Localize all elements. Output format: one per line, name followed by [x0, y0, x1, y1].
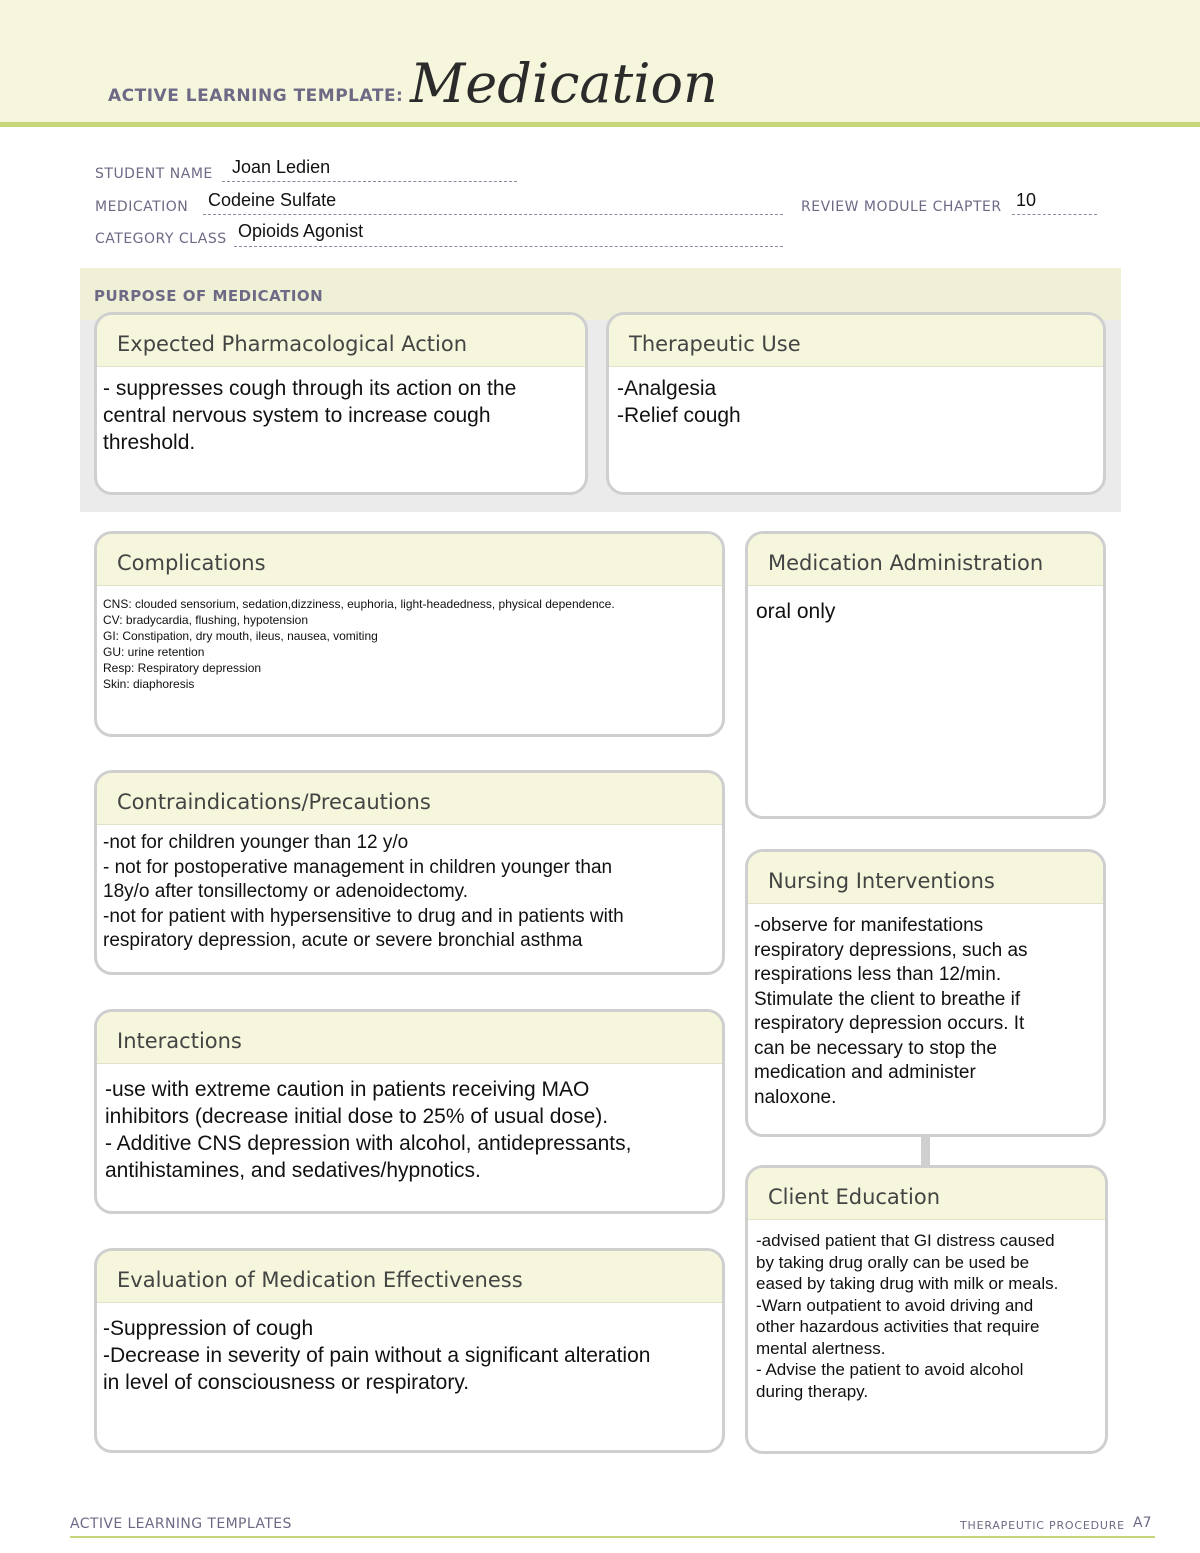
interactions-box [94, 1009, 725, 1214]
contraindications-box [94, 770, 725, 975]
footer-rule [70, 1536, 1155, 1538]
medication-label: MEDICATION [95, 199, 189, 215]
interactions-title: Interactions [97, 1012, 722, 1064]
medication-administration-text[interactable]: oral only [756, 600, 836, 623]
nursing-interventions-text[interactable]: -observe for manifestations respiratory depressions, such as respirations less than 12/min. Stimulate the client to breathe if respiratory depression occurs. It can be necessary to stop the medication and administer naloxone. [754, 915, 1028, 1108]
medication-administration-box [745, 531, 1106, 819]
page-title: Medication [410, 52, 718, 115]
category-class-label: CATEGORY CLASS [95, 231, 227, 247]
category-class-field[interactable]: Opioids Agonist [238, 221, 364, 241]
page-number: A7 [1133, 1515, 1152, 1531]
nursing-interventions-box [745, 849, 1106, 1137]
purpose-label: PURPOSE OF MEDICATION [94, 287, 324, 305]
evaluation-title: Evaluation of Medication Effectiveness [97, 1251, 722, 1303]
student-name-line [222, 181, 517, 182]
expected-action-box [94, 312, 588, 495]
medication-field[interactable]: Codeine Sulfate [208, 190, 337, 210]
student-name-field[interactable]: Joan Ledien [232, 157, 331, 177]
category-class-line [234, 246, 783, 247]
nursing-interventions-title: Nursing Interventions [748, 852, 1103, 904]
footer-left-text: ACTIVE LEARNING TEMPLATES [70, 1516, 292, 1532]
complications-box [94, 531, 725, 737]
evaluation-box [94, 1248, 725, 1453]
client-education-title: Client Education [748, 1168, 1105, 1220]
review-module-chapter-field[interactable]: 10 [1016, 190, 1037, 210]
review-module-chapter-line [1012, 214, 1097, 215]
review-module-chapter-label: REVIEW MODULE CHAPTER [801, 199, 1002, 215]
footer-right-text: THERAPEUTIC PROCEDURE [960, 1519, 1125, 1532]
evaluation-text[interactable]: -Suppression of cough -Decrease in severity of pain without a significant alteration in level of consciousness or respiratory. [103, 1317, 651, 1394]
header-rule [0, 122, 1200, 127]
therapeutic-use-box [606, 312, 1106, 495]
expected-action-title: Expected Pharmacological Action [97, 315, 585, 367]
therapeutic-use-title: Therapeutic Use [609, 315, 1103, 367]
client-education-text[interactable]: -advised patient that GI distress caused by taking drug orally can be used be eased by taking drug with milk or meals. -Warn outpatient to avoid driving and other hazardous activities that require mental alertness. - Advise the patient to avoid alcohol during therapy. [756, 1231, 1059, 1401]
contraindications-title: Contraindications/Precautions [97, 773, 722, 825]
client-education-box [745, 1165, 1108, 1454]
medication-line [203, 214, 783, 215]
template-label: ACTIVE LEARNING TEMPLATE: [108, 86, 404, 106]
contraindications-text[interactable]: -not for children younger than 12 y/o - not for postoperative management in children younger than 18y/o after tonsillectomy or adenoidectomy. -not for patient with hypersensitive to drug and in patients with respiratory depression, acute or severe bronchial asthma [103, 832, 624, 951]
complications-title: Complications [97, 534, 722, 586]
complications-text[interactable]: CNS: clouded sensorium, sedation,dizziness, euphoria, light-headedness, physical dependence. CV: bradycardia, flushing, hypotension GI: Constipation, dry mouth, ileus, nausea, vomiting GU: urine retention Resp: Respiratory depression Skin: diaphoresis [103, 597, 615, 691]
student-name-label: STUDENT NAME [95, 166, 213, 182]
therapeutic-use-text[interactable]: -Analgesia -Relief cough [617, 377, 741, 427]
connector-bar [921, 1136, 930, 1166]
medication-administration-title: Medication Administration [748, 534, 1103, 586]
expected-action-text[interactable]: - suppresses cough through its action on the central nervous system to increase cough threshold. [103, 377, 517, 454]
interactions-text[interactable]: -use with extreme caution in patients receiving MAO inhibitors (decrease initial dose to 25% of usual dose). - Additive CNS depression with alcohol, antidepressants, antihistamines, and sedatives/hypnotics. [105, 1078, 632, 1182]
